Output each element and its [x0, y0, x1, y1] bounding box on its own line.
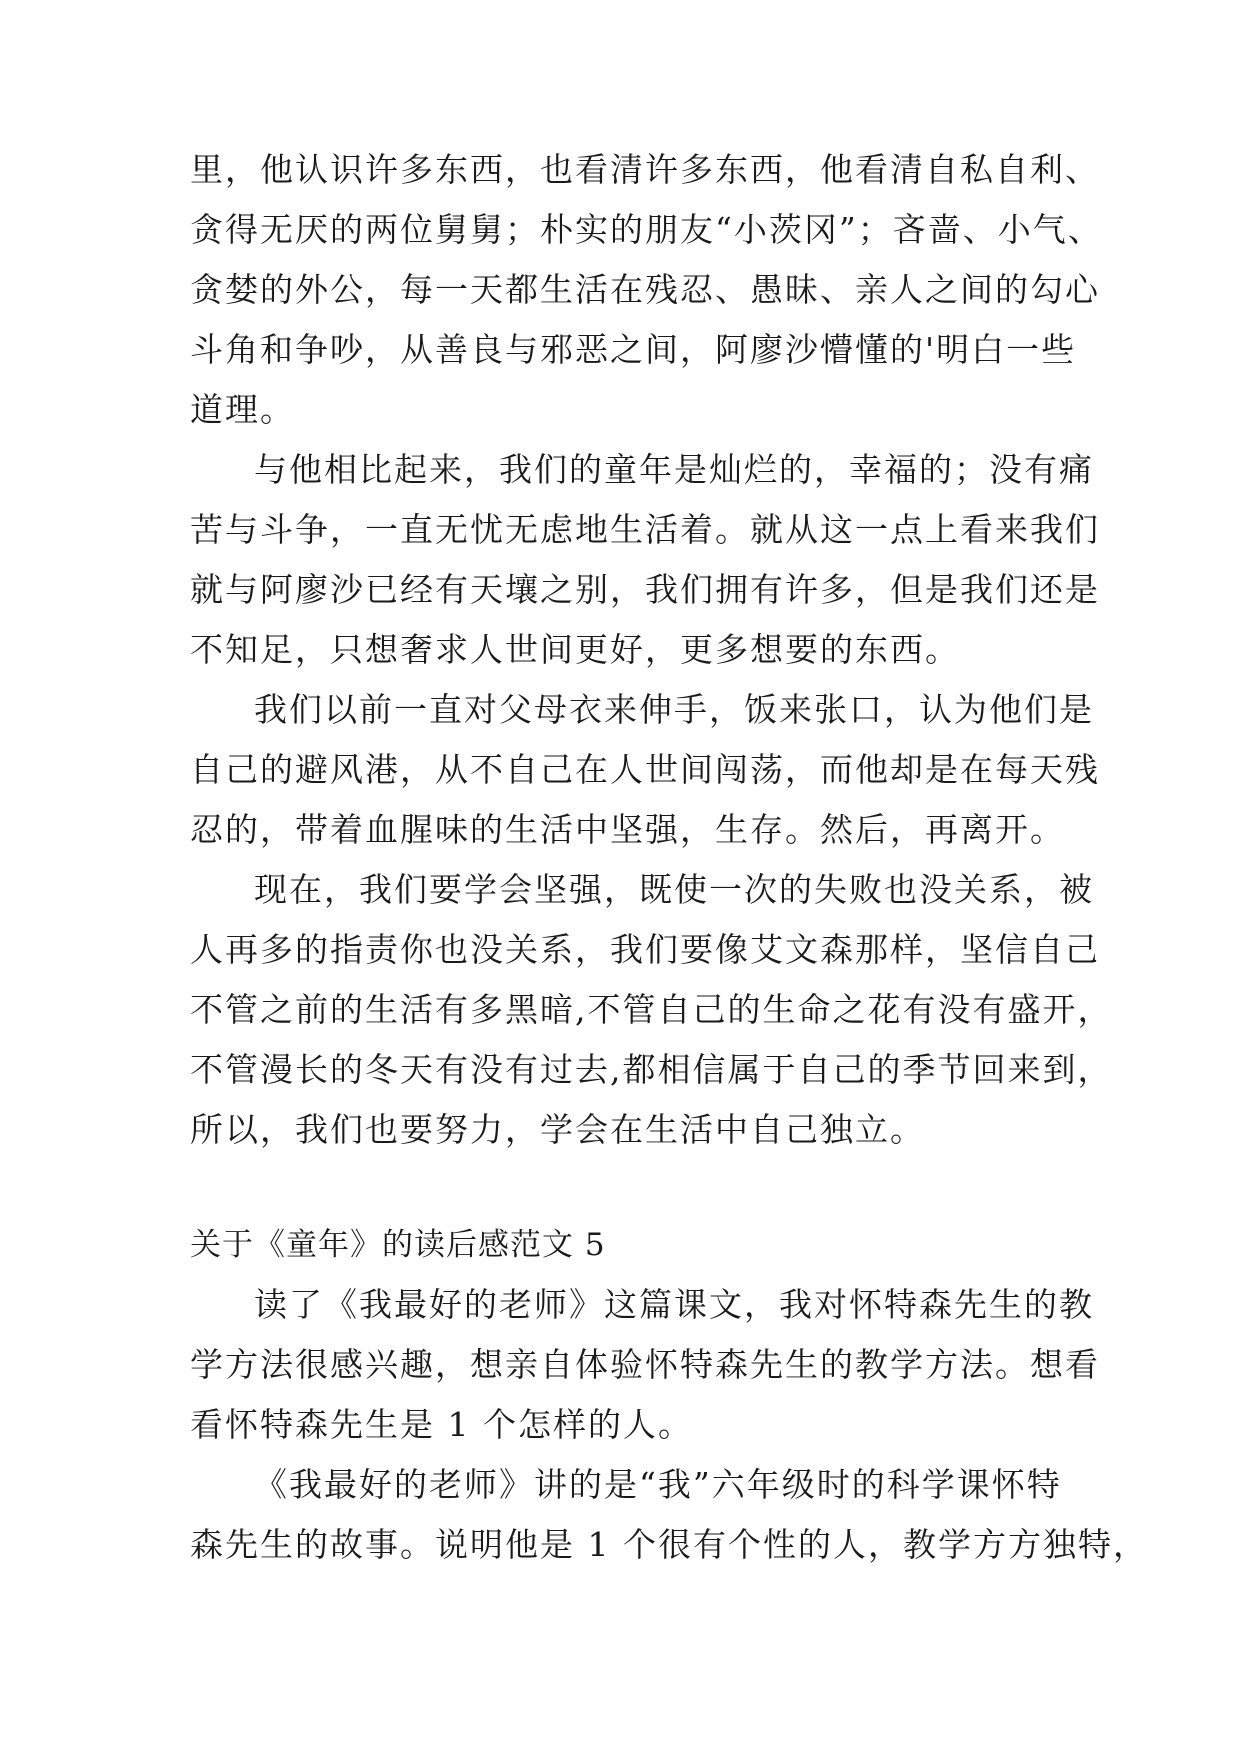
paragraph-line: 不管漫长的冬天有没有过去,都相信属于自己的季节回来到， [190, 1050, 1113, 1089]
paragraph-line: 现在，我们要学会坚强，既使一次的失败也没关系，被 [254, 870, 1094, 909]
paragraph-line: 与他相比起来，我们的童年是灿烂的，幸福的；没有痛 [254, 450, 1094, 489]
paragraph-line: 斗角和争吵，从善良与邪恶之间，阿廖沙懵懂的'明白一些 [190, 330, 1077, 369]
paragraph-line: 读了《我最好的老师》这篇课文，我对怀特森先生的教 [254, 1285, 1094, 1324]
paragraph-2 [190, 440, 1100, 680]
paragraph-line: 学方法很感兴趣，想亲自体验怀特森先生的教学方法。想看 [190, 1345, 1100, 1384]
paragraph-line: 自己的避风港，从不自己在人世间闯荡，而他却是在每天残 [190, 750, 1100, 789]
paragraph-1 [190, 140, 1103, 440]
paragraph-line: 看怀特森先生是 1 个怎样的人。 [190, 1405, 693, 1444]
paragraph-line: 道理。 [190, 390, 295, 429]
paragraph-line: 就与阿廖沙已经有天壤之别，我们拥有许多，但是我们还是 [190, 570, 1100, 609]
paragraph-line: 不管之前的生活有多黑暗,不管自己的生命之花有没有盛开， [190, 990, 1113, 1029]
paragraph-5 [190, 1275, 1100, 1455]
section-heading-block [190, 1215, 1070, 1275]
paragraph-line: 忍的，带着血腥味的生活中坚强，生存。然后，再离开。 [190, 810, 1065, 849]
paragraph-line: 人再多的指责你也没关系，我们要像艾文森那样，坚信自己 [190, 930, 1100, 969]
paragraph-line: 贪得无厌的两位舅舅；朴实的朋友“小茨冈”；吝啬、小气、 [190, 210, 1103, 249]
paragraph-line: 所以，我们也要努力，学会在生活中自己独立。 [190, 1110, 925, 1149]
section-heading: 关于《童年》的读后感范文 5 [190, 1227, 606, 1263]
paragraph-4 [190, 860, 1113, 1160]
paragraph-3 [190, 680, 1100, 860]
paragraph-6 [190, 1455, 1148, 1575]
paragraph-line: 里，他认识许多东西，也看清许多东西，他看清自私自利、 [190, 150, 1100, 189]
paragraph-line: 贪婪的外公，每一天都生活在残忍、愚昧、亲人之间的勾心 [190, 270, 1100, 309]
paragraph-line: 苦与斗争，一直无忧无虑地生活着。就从这一点上看来我们 [190, 510, 1100, 549]
paragraph-line: 森先生的故事。说明他是 1 个很有个性的人，教学方方独特， [190, 1525, 1148, 1564]
paragraph-line: 不知足，只想奢求人世间更好，更多想要的东西。 [190, 630, 960, 669]
paragraph-line: 我们以前一直对父母衣来伸手，饭来张口，认为他们是 [254, 690, 1094, 729]
paragraph-line: 《我最好的老师》讲的是“我”六年级时的科学课怀特 [254, 1465, 1062, 1504]
